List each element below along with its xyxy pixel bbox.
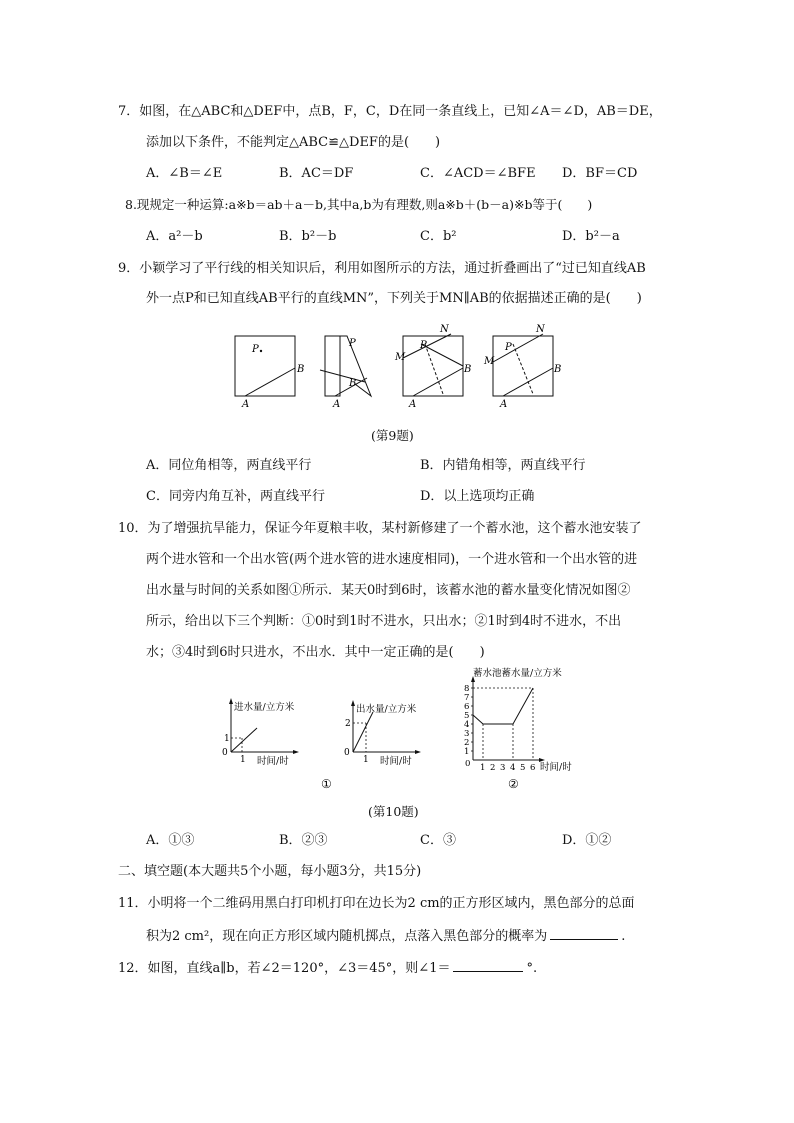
q9-panel-3 [394,324,471,410]
q10-line5: 水；③4时到6时只进水，不出水．其中一定正确的是( ) [146,645,485,660]
g3-ytick-2: 2 [464,738,470,748]
point-p [260,350,262,352]
g2-ylabel: 出水量/立方米 [356,704,417,715]
g1-xlabel: 时间/时 [257,756,289,767]
q9-option-c: C．同旁内角互补，两直线平行 [146,489,325,504]
q10-graph-3 [464,667,572,773]
line-mn [403,334,451,358]
outflow-line [353,712,373,752]
fig1-label: ① [321,777,332,791]
q8-option-b: B．b²－b [279,229,337,244]
x-arrow [415,750,421,754]
g2-xtick: 1 [363,755,369,765]
label-p: P [349,338,356,349]
g1-ytick: 1 [224,734,230,744]
q10-option-c: C．③ [420,833,456,848]
label-n: N [440,324,449,335]
q9-panel-2 [320,336,371,410]
g3-xtick-3: 3 [500,763,506,773]
label-b: B [554,364,562,375]
g3-xtick-5: 5 [520,763,526,773]
g3-ytick-7: 7 [464,693,470,703]
square-paper [235,336,295,396]
line-ab [245,368,295,396]
g3-ytick-6: 6 [464,702,470,712]
line-ab [413,368,463,396]
q10-line2: 两个进水管和一个出水管(两个进水管的进水速度相同)，一个进水管和一个出水管的进 [146,552,638,567]
q12-line1-text: 12．如图，直线a∥b，若∠2＝120°，∠3＝45°，则∠1＝ [118,961,451,976]
q12-line1 [118,959,537,977]
q10-line4: 所示，给出以下三个判断：①0时到1时不进水，只出水；②1时到4时不进水，不出 [146,614,622,629]
q10-option-b: B．②③ [279,833,328,848]
q7-option-d: D．BF＝CD [562,166,638,181]
x-arrow [293,750,299,754]
q11-answer-blank[interactable] [550,927,618,940]
q7-option-a: A．∠B＝∠E [146,166,223,181]
g3-xtick-6: 6 [530,763,536,773]
y-arrow [229,698,233,704]
label-n: N [536,324,545,335]
q8-option-c: C．b² [420,229,457,244]
q7-option-b: B．AC＝DF [279,166,354,181]
q11-line2-end: . [621,929,626,944]
g3-ytick-8: 8 [464,684,470,694]
q10-graph-1 [222,698,299,767]
label-m: M [484,356,495,367]
q7-line2: 添加以下条件，不能判定△ABC≌△DEF的是( ) [146,135,441,150]
q10-option-d: D．①② [562,833,612,848]
q9-option-b: B．内错角相等，两直线平行 [420,458,586,473]
g3-xlabel: 时间/时 [540,762,572,773]
q11-line2 [146,927,625,945]
label-m: M [395,352,406,363]
g1-origin: 0 [222,748,228,758]
fold-crease [320,370,365,382]
q11-line1: 11．小明将一个二维码用黑白打印机打印在边长为2 cm的正方形区域内，黑色部分的总面 [118,896,635,911]
g1-ylabel: 进水量/立方米 [234,702,295,713]
q9-panel-1 [235,336,304,410]
q10-figure [215,666,585,791]
storage-line [473,688,533,724]
g3-xtick-4: 4 [510,763,516,773]
g3-xtick-2: 2 [490,763,496,773]
fold-edge [421,344,463,366]
g3-ytick-1: 1 [464,747,470,757]
q11-line2-text: 积为2 cm²，现在向正方形区域内随机掷点，点落入黑色部分的概率为 [146,929,548,944]
label-a: A [333,399,341,410]
g1-xtick: 1 [240,755,246,765]
label-b: B [297,364,305,375]
q8-option-a: A．a²－b [146,229,203,244]
label-b: B [349,378,357,389]
g3-ytick-3: 3 [464,729,470,739]
label-b: B [464,364,472,375]
section-2-title: 二、填空题(本大题共5个小题，每小题3分，共15分) [118,864,422,879]
label-a: A [500,399,508,410]
q10-caption: (第10题) [368,804,419,819]
fold-crease [425,344,443,394]
label-a: A [242,399,250,410]
fig2-label: ② [508,777,519,791]
q9-figure [225,322,575,412]
q9-option-a: A．同位角相等，两直线平行 [146,458,312,473]
q10-line3: 出水量与时间的关系如图①所示．某天0时到6时，该蓄水池的蓄水量变化情况如图② [146,583,631,598]
label-p: P [252,344,259,355]
g3-ytick-5: 5 [464,711,470,721]
q9-panel-4 [483,324,561,410]
q10-option-a: A．①③ [146,833,195,848]
g3-xtick-1: 1 [480,763,486,773]
label-a: A [409,399,417,410]
q7-option-c: C．∠ACD＝∠BFE [420,166,536,181]
g2-origin: 0 [344,748,350,758]
fold-crease [513,344,533,394]
g3-ylabel: 蓄水池蓄水量/立方米 [473,668,562,679]
q12-answer-blank[interactable] [453,959,523,972]
q9-line2: 外一点P和已知直线AB平行的直线MN”，下列关于MN∥AB的依据描述正确的是( ) [146,291,642,306]
q7-line1: 7．如图，在△ABC和△DEF中，点B，F，C，D在同一条直线上，已知∠A＝∠D，AB＝DE， [118,104,662,119]
q10-line1: 10．为了增强抗旱能力，保证今年夏粮丰收，某村新修建了一个蓄水池，这个蓄水池安装了 [118,521,642,536]
inflow-line [231,728,257,752]
q10-graph-2 [344,700,421,767]
square-paper [403,336,463,396]
folded-paper [325,336,340,396]
g3-origin: 0 [465,759,471,769]
label-p: P [505,342,512,353]
y-arrow [351,700,355,706]
g2-ytick: 2 [345,719,351,729]
q9-option-d: D．以上选项均正确 [420,489,535,504]
g3-ytick-4: 4 [464,720,470,730]
line-mn [493,334,543,362]
q8-line1: 8.现规定一种运算:a※b＝ab＋a－b,其中a,b为有理数,则a※b＋(b－a)※b等于( ) [125,197,593,212]
q9-caption: (第9题) [371,428,414,443]
q8-option-d: D．b²－a [562,229,620,244]
label-p: P [420,340,427,351]
q12-line1-end: °. [526,961,538,976]
g2-xlabel: 时间/时 [380,756,412,767]
q9-line1: 9．小颖学习了平行线的相关知识后，利用如图所示的方法，通过折叠画出了“过已知直线AB [118,261,646,276]
